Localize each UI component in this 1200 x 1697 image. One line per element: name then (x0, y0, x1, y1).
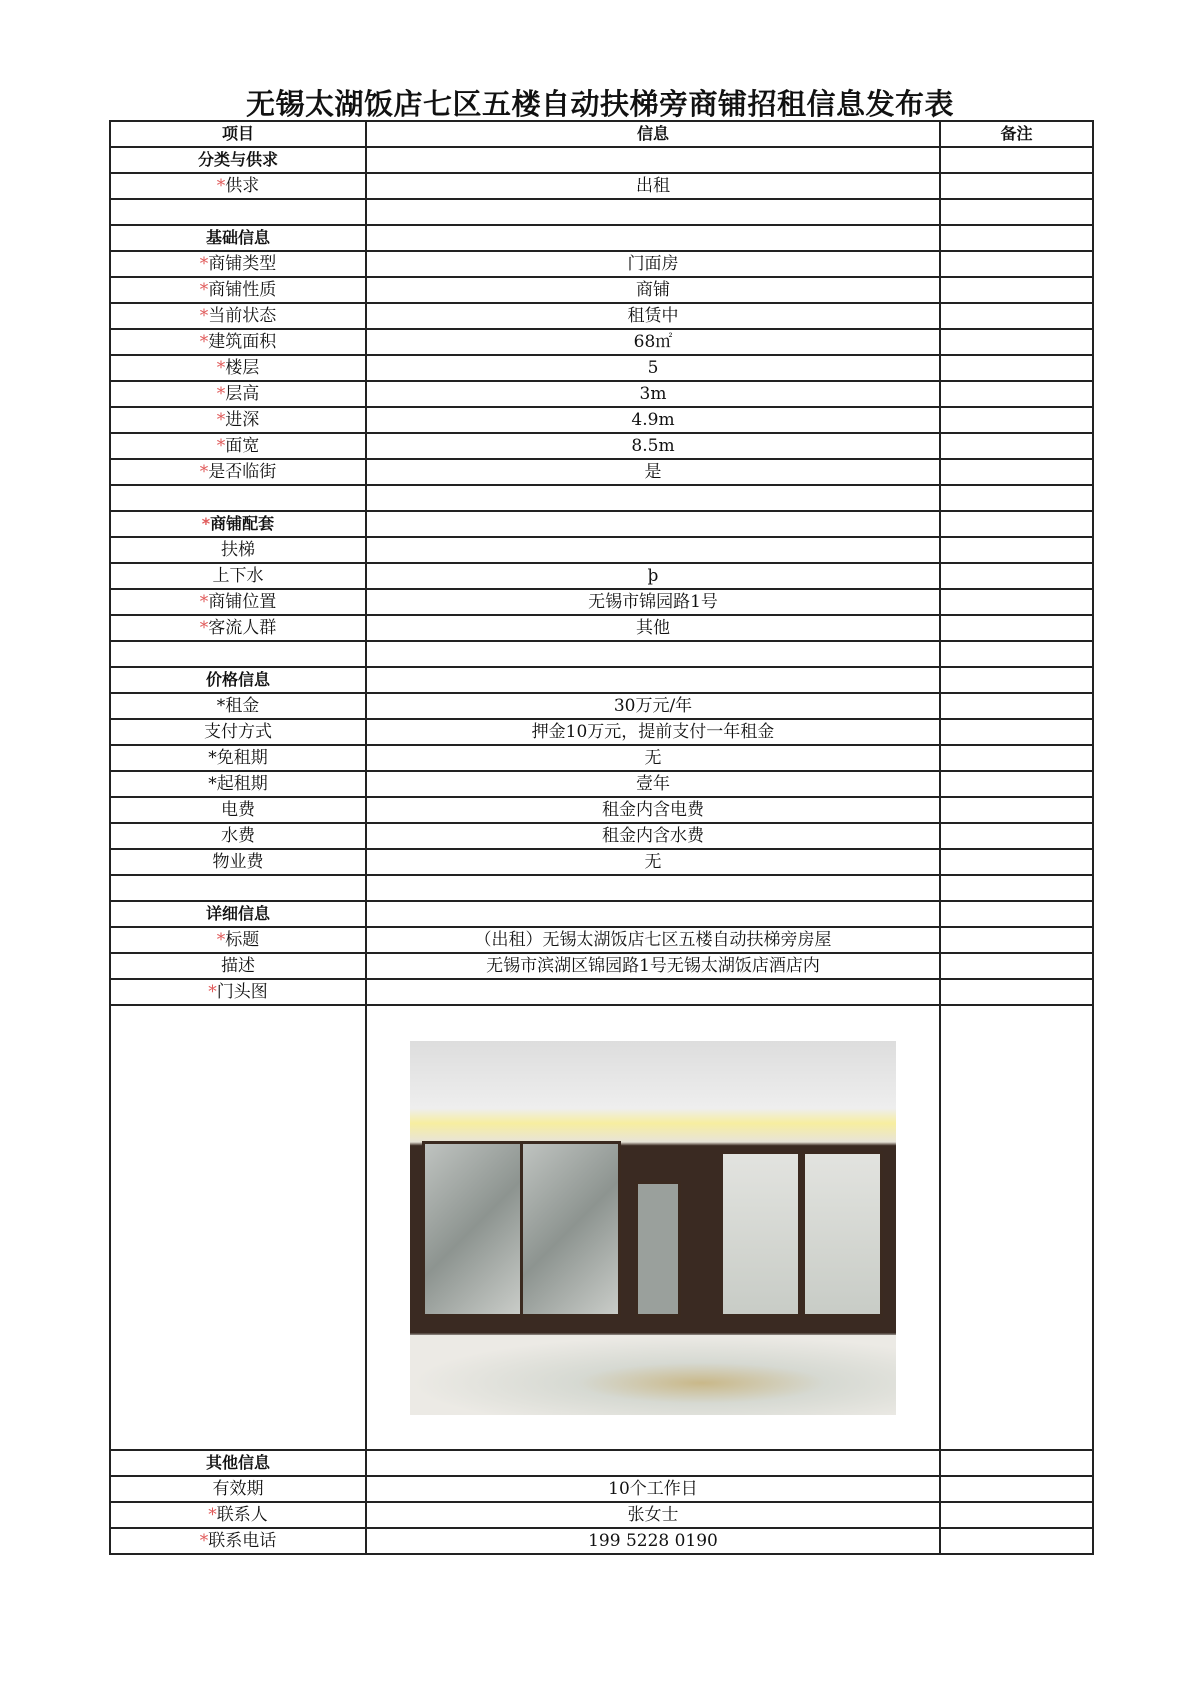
row-label (110, 771, 366, 797)
row-note (940, 667, 1093, 693)
table-row (110, 589, 1093, 615)
row-value: 押金10万元，提前支付一年租金 (366, 719, 940, 745)
row-value (366, 147, 940, 173)
row-value: 出租 (366, 173, 940, 199)
row-label (110, 875, 366, 901)
storefront-photo (410, 1041, 896, 1415)
row-label-text: 其他信息 (205, 1453, 270, 1472)
row-label-text: 是否临街 (208, 462, 277, 482)
row-label (110, 953, 366, 979)
rental-info-table (109, 120, 1094, 1555)
row-label (110, 1005, 366, 1450)
required-asterisk: * (216, 930, 226, 950)
table-row (110, 485, 1093, 511)
row-label (110, 823, 366, 849)
row-label-text: 进深 (225, 410, 260, 430)
row-note (940, 511, 1093, 537)
row-value: 68㎡ (366, 329, 940, 355)
section-row (110, 147, 1093, 173)
row-label (110, 329, 366, 355)
row-note (940, 901, 1093, 927)
table-row (110, 459, 1093, 485)
table-row (110, 1528, 1093, 1554)
table-row (110, 329, 1093, 355)
table-row (110, 719, 1093, 745)
row-note (940, 407, 1093, 433)
row-label (110, 1450, 366, 1476)
table-row (110, 641, 1093, 667)
header-note: 备注 (940, 121, 1093, 147)
row-value (366, 511, 940, 537)
row-label-text: 供求 (225, 176, 260, 196)
row-note (940, 199, 1093, 225)
section-row (110, 901, 1093, 927)
row-label (110, 797, 366, 823)
table-row (110, 251, 1093, 277)
table-row (110, 381, 1093, 407)
required-asterisk: * (216, 696, 226, 716)
required-asterisk: * (199, 592, 209, 612)
row-value: 门面房 (366, 251, 940, 277)
row-label-text: 详细信息 (205, 904, 270, 923)
row-label (110, 1528, 366, 1554)
row-value (366, 485, 940, 511)
row-label-text: 支付方式 (204, 722, 272, 742)
row-value: 3m (366, 381, 940, 407)
storefront-photo-cell (366, 1005, 940, 1450)
row-note (940, 745, 1093, 771)
row-value: 无锡市滨湖区锦园路1号无锡太湖饭店酒店内 (366, 953, 940, 979)
row-label (110, 1476, 366, 1502)
row-label (110, 927, 366, 953)
row-note (940, 537, 1093, 563)
row-label (110, 849, 366, 875)
row-label-text: 上下水 (212, 566, 264, 586)
row-label-text: 楼层 (225, 358, 260, 378)
row-value: 其他 (366, 615, 940, 641)
row-value (366, 537, 940, 563)
required-asterisk: * (208, 748, 217, 768)
row-label-text: 起租期 (216, 774, 268, 794)
row-label-text: 有效期 (212, 1479, 264, 1499)
table-row (110, 1476, 1093, 1502)
required-asterisk: * (199, 280, 209, 300)
required-asterisk: * (199, 618, 209, 638)
row-value: （出租）无锡太湖饭店七区五楼自动扶梯旁房屋 (366, 927, 940, 953)
row-label (110, 537, 366, 563)
row-value (366, 979, 940, 1005)
row-value: 199 5228 0190 (366, 1528, 940, 1554)
row-label (110, 745, 366, 771)
required-asterisk: * (216, 384, 226, 404)
row-value: 10个工作日 (366, 1476, 940, 1502)
row-label (110, 199, 366, 225)
row-label (110, 667, 366, 693)
row-note (940, 1502, 1093, 1528)
table-row (110, 433, 1093, 459)
row-label-text: 门头图 (216, 982, 268, 1002)
row-note (940, 693, 1093, 719)
row-value (366, 667, 940, 693)
row-note (940, 1450, 1093, 1476)
row-label (110, 615, 366, 641)
row-label-text: 免租期 (216, 748, 268, 768)
row-note (940, 485, 1093, 511)
required-asterisk: * (199, 306, 209, 326)
row-value: 租赁中 (366, 303, 940, 329)
row-label (110, 485, 366, 511)
row-value: 8.5m (366, 433, 940, 459)
required-asterisk: * (199, 1531, 209, 1551)
row-label (110, 641, 366, 667)
row-note (940, 225, 1093, 251)
section-row (110, 667, 1093, 693)
row-label-text: 层高 (225, 384, 260, 404)
table-row (110, 823, 1093, 849)
required-asterisk: * (199, 254, 209, 274)
row-label (110, 1502, 366, 1528)
table-row (110, 563, 1093, 589)
row-value: 是 (366, 459, 940, 485)
required-asterisk: * (208, 982, 217, 1002)
row-value: 租金内含电费 (366, 797, 940, 823)
row-note (940, 719, 1093, 745)
row-label (110, 719, 366, 745)
required-asterisk: * (199, 462, 209, 482)
row-label (110, 407, 366, 433)
row-value (366, 901, 940, 927)
row-note (940, 329, 1093, 355)
header-item: 项目 (110, 121, 366, 147)
row-note (940, 771, 1093, 797)
row-label-text: 水费 (221, 826, 255, 846)
row-label-text: 商铺类型 (208, 254, 277, 274)
table-row (110, 1502, 1093, 1528)
table-row (110, 355, 1093, 381)
row-label (110, 303, 366, 329)
row-label-text: 分类与供求 (197, 150, 278, 169)
table-row (110, 303, 1093, 329)
table-row (110, 173, 1093, 199)
row-note (940, 303, 1093, 329)
row-note (940, 173, 1093, 199)
table-row (110, 537, 1093, 563)
header-info: 信息 (366, 121, 940, 147)
row-note (940, 641, 1093, 667)
row-label (110, 563, 366, 589)
table-row (110, 953, 1093, 979)
row-value: 租金内含水费 (366, 823, 940, 849)
section-row (110, 225, 1093, 251)
row-label-text: 物业费 (212, 852, 264, 872)
row-label (110, 979, 366, 1005)
row-label (110, 147, 366, 173)
row-value: 4.9m (366, 407, 940, 433)
row-label (110, 173, 366, 199)
row-value: 张女士 (366, 1502, 940, 1528)
row-note (940, 875, 1093, 901)
table-header-row (110, 121, 1093, 147)
row-note (940, 1005, 1093, 1450)
row-label (110, 693, 366, 719)
row-label-text: 建筑面积 (208, 332, 277, 352)
row-note (940, 1476, 1093, 1502)
row-value (366, 641, 940, 667)
row-label (110, 251, 366, 277)
row-value: 商铺 (366, 277, 940, 303)
row-value: 无锡市锦园路1号 (366, 589, 940, 615)
required-asterisk: * (216, 176, 226, 196)
row-note (940, 381, 1093, 407)
table-row (110, 875, 1093, 901)
row-label (110, 901, 366, 927)
required-asterisk: * (199, 332, 209, 352)
row-note (940, 849, 1093, 875)
required-asterisk: * (216, 410, 226, 430)
required-asterisk: * (216, 358, 226, 378)
table-row (110, 199, 1093, 225)
row-note (940, 589, 1093, 615)
required-asterisk: * (208, 1505, 217, 1525)
image-row (110, 1005, 1093, 1450)
row-label-text: 标题 (225, 930, 260, 950)
row-label-text: 商铺配套 (210, 514, 275, 533)
row-note (940, 797, 1093, 823)
row-note (940, 459, 1093, 485)
row-label-text: 扶梯 (221, 540, 255, 560)
row-value (366, 1450, 940, 1476)
row-note (940, 147, 1093, 173)
table-row (110, 407, 1093, 433)
row-note (940, 355, 1093, 381)
row-label-text: 客流人群 (208, 618, 277, 638)
table-row (110, 771, 1093, 797)
table-row (110, 979, 1093, 1005)
row-note (940, 251, 1093, 277)
page-title: 无锡太湖饭店七区五楼自动扶梯旁商铺招租信息发布表 (245, 87, 954, 121)
section-row (110, 511, 1093, 537)
row-note (940, 563, 1093, 589)
table-row (110, 693, 1093, 719)
row-label-text: 描述 (221, 956, 255, 976)
row-label-text: 基础信息 (205, 228, 270, 247)
row-label (110, 381, 366, 407)
row-note (940, 1528, 1093, 1554)
required-asterisk: * (201, 514, 211, 533)
row-value: 5 (366, 355, 940, 381)
row-label-text: 商铺性质 (208, 280, 277, 300)
row-label-text: 当前状态 (208, 306, 277, 326)
section-row (110, 1450, 1093, 1476)
required-asterisk: * (208, 774, 217, 794)
table-row (110, 927, 1093, 953)
row-value: 壹年 (366, 771, 940, 797)
row-value: 30万元/年 (366, 693, 940, 719)
table-row (110, 745, 1093, 771)
row-note (940, 615, 1093, 641)
required-asterisk: * (216, 436, 226, 456)
row-label (110, 225, 366, 251)
table-row (110, 797, 1093, 823)
row-note (940, 979, 1093, 1005)
row-value: þ (366, 563, 940, 589)
row-note (940, 953, 1093, 979)
row-value: 无 (366, 849, 940, 875)
row-label (110, 511, 366, 537)
row-label-text: 联系人 (216, 1505, 268, 1525)
row-label-text: 商铺位置 (208, 592, 277, 612)
row-label (110, 589, 366, 615)
row-label-text: 租金 (225, 696, 260, 716)
row-label (110, 277, 366, 303)
row-label (110, 355, 366, 381)
row-label-text: 电费 (221, 800, 255, 820)
row-value (366, 199, 940, 225)
row-note (940, 927, 1093, 953)
table-row (110, 615, 1093, 641)
row-note (940, 277, 1093, 303)
table-row (110, 277, 1093, 303)
row-label-text: 价格信息 (205, 670, 270, 689)
row-label-text: 面宽 (225, 436, 260, 456)
row-label (110, 459, 366, 485)
row-value (366, 875, 940, 901)
row-label (110, 433, 366, 459)
row-value: 无 (366, 745, 940, 771)
table-row (110, 849, 1093, 875)
row-note (940, 823, 1093, 849)
row-label-text: 联系电话 (208, 1531, 277, 1551)
row-note (940, 433, 1093, 459)
row-value (366, 225, 940, 251)
